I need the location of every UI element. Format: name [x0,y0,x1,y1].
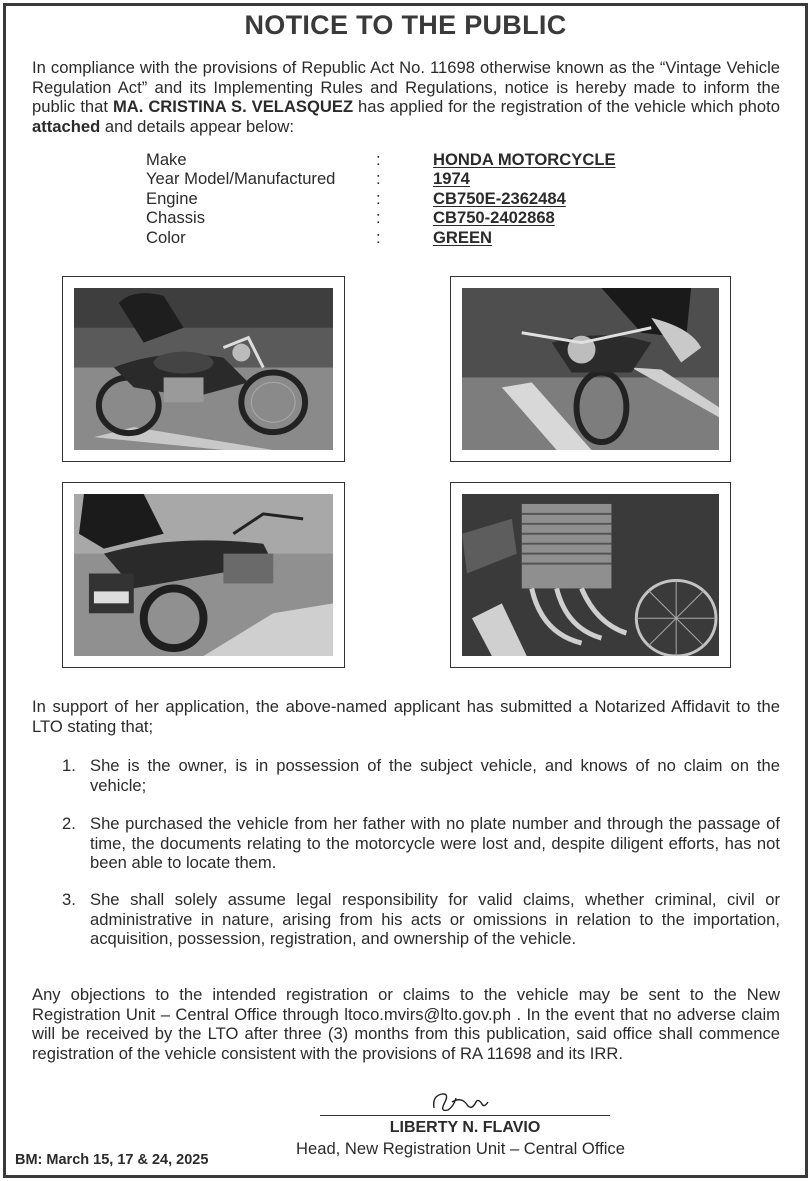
detail-value: 1974 [433,169,470,189]
statement-number: 2. [62,814,76,833]
statement-text: She shall solely assume legal responsibility for valid claims, whether criminal, civil or administrative in nature, arising from his acts or omissions in relation to the importation, acquisition, possession, registration, and ownership of the vehicle. [90,890,780,948]
detail-row-make [146,150,616,169]
statement-number: 1. [62,756,76,775]
detail-value: HONDA MOTORCYCLE [433,150,616,169]
vehicle-details [146,150,616,247]
intro-text-3: and details appear below: [100,116,294,136]
statement-text: She purchased the vehicle from her father with no plate number and through the passage of time, the documents relating to the motorcycle were lost and, despite diligent efforts, has not been able to locate them. [90,814,780,872]
motorcycle-photo-1 [74,288,333,450]
detail-label: Engine [146,188,198,208]
detail-label: Make [146,150,187,169]
detail-colon: : [376,169,381,189]
vehicle-photo-rear [62,482,345,668]
vehicle-photo-front [450,276,731,462]
intro-text-2: has applied for the registration of the vehicle which photo [353,97,780,116]
detail-colon: : [376,188,381,208]
detail-value: CB750-2402868 [433,208,555,228]
detail-value: GREEN [433,227,493,247]
detail-row-color [146,228,616,247]
detail-value: CB750E-2362484 [433,188,566,208]
motorcycle-photo-2 [462,288,719,450]
detail-colon: : [376,150,381,169]
signatory-name: LIBERTY N. FLAVIO [389,1119,541,1136]
detail-row-chassis [146,208,616,227]
detail-row-engine [146,189,616,208]
detail-label: Year Model/Manufactured [146,169,336,189]
motorcycle-photo-4 [462,494,719,656]
attached-word: attached [32,116,101,136]
detail-row-year [146,169,616,188]
statement-item [62,814,780,873]
vehicle-photo-engine [450,482,731,668]
page-title: NOTICE TO THE PUBLIC [244,10,567,40]
statement-item [62,756,780,795]
statement-item [62,890,780,949]
detail-label: Chassis [146,208,206,228]
handwritten-signature [428,1086,492,1118]
publication-dates: BM: March 15, 17 & 24, 2025 [15,1152,209,1168]
objections-paragraph: Any objections to the intended registration or claims to the vehicle may be sent to the New Registration Unit – Central Office through ltoco.mvirs@lto.gov.ph . In the event that no adverse claim will be received by the LTO after three (3) months from this publication, said office shall commence registration of the vehicle consistent with the provisions of RA 11698 and its IRR. [32,985,780,1063]
signature-line [320,1115,610,1116]
intro-text-1: In compliance with the provisions of Republic Act No. 11698 otherwise known as the “Vintage Vehicle Regulation Act” and its Implementing Rules and Regulations, notice is hereby made to inform the public that [32,58,780,116]
statement-number: 3. [62,890,76,909]
intro-paragraph [32,58,780,136]
applicant-name: MA. CRISTINA S. VELASQUEZ [112,97,354,116]
detail-colon: : [376,208,381,228]
statement-text: She is the owner, is in possession of the subject vehicle, and knows of no claim on the vehicle; [90,756,780,795]
motorcycle-photo-3 [74,494,333,656]
support-paragraph: In support of her application, the above-named applicant has submitted a Notarized Affidavit to the LTO stating that; [32,697,780,736]
vehicle-photo-side [62,276,345,462]
detail-label: Color [146,227,186,247]
signatory-title: Head, New Registration Unit – Central Office [296,1139,625,1158]
detail-colon: : [376,227,381,247]
